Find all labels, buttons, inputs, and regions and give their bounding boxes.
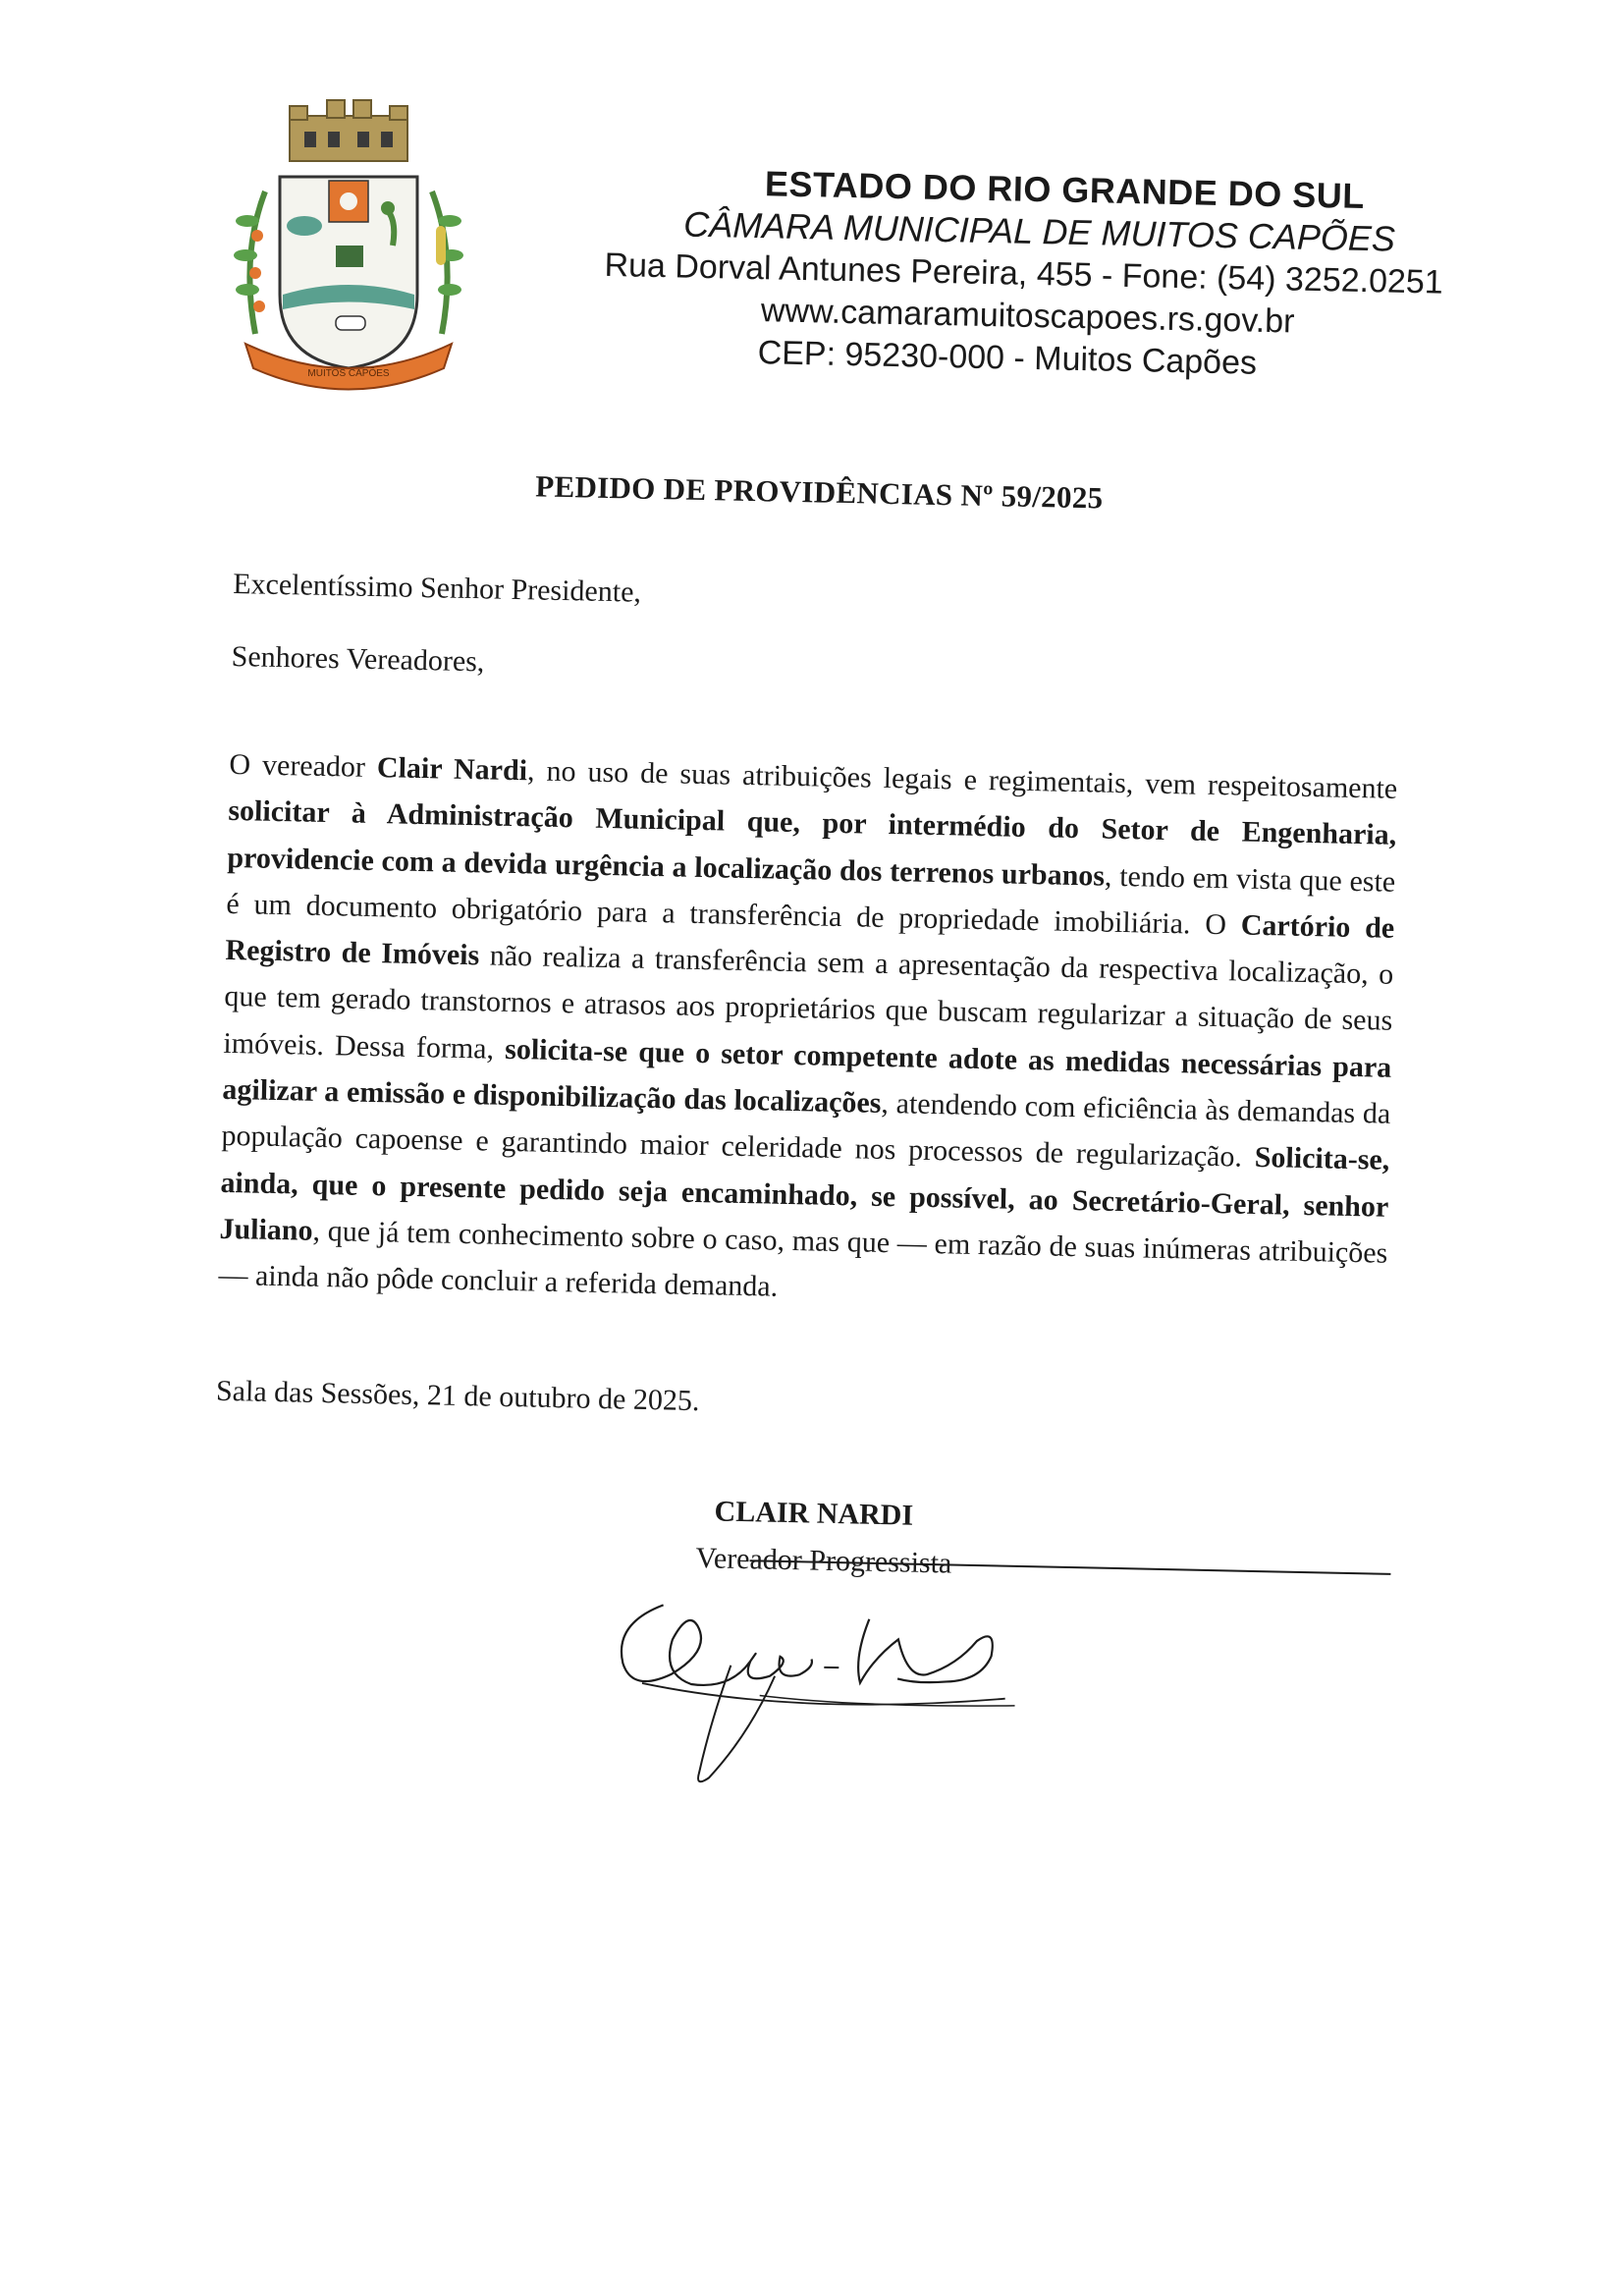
request-forward-bold: Solicita-se, ainda, que o presente pedido seja encaminhado, se possível, ao Secretário-Geral, senhor Juliano <box>219 1141 1390 1247</box>
salutation-councilors: Senhores Vereadores, <box>231 639 485 679</box>
registry-office-bold: Cartório de Registro de Imóveis <box>225 908 1395 972</box>
coat-of-arms-emblem <box>226 98 471 412</box>
councilor-name-bold: Clair Nardi <box>376 751 528 788</box>
letterhead-chamber: CÂMARA MUNICIPAL DE MUITOS CAPÕES <box>682 203 1396 259</box>
salutation-president: Excelentíssimo Senhor Presidente, <box>232 567 642 609</box>
letterhead-cep: CEP: 95230-000 - Muitos Capões <box>757 334 1258 382</box>
body-text-segment: , tendo em vista que este é um documento obrigatório para a transferência de propriedade imobiliária. O <box>226 859 1396 942</box>
request-measures-bold: solicita-se que o setor competente adote as medidas necessárias para agilizar a emissão e disponibilização das localizações <box>222 1032 1392 1120</box>
body-text-segment: não realiza a transferência sem a apresentação da respectiva localização, o que tem gerado transtornos e atrasos aos proprietários que buscam regularizar a situação de seus imóveis. Dessa forma, <box>223 939 1394 1066</box>
handwritten-signature <box>601 1564 1057 1800</box>
body-text-segment: , atendendo com eficiência às demandas da população capoense e garantindo maior celeridade nos processos de regularização. <box>221 1086 1391 1175</box>
body-text-segment: O vereador <box>229 747 378 785</box>
body-text-segment: , que já tem conhecimento sobre o caso, mas que — em razão de suas inúmeras atribuições — ainda não pôde concluir a referida demanda. <box>218 1214 1388 1304</box>
signer-role: Vereador Progressista <box>695 1535 1381 1597</box>
closing-date: Sala das Sessões, 21 de outubro de 2025. <box>215 1374 700 1417</box>
signature-block <box>674 1487 1382 1596</box>
letterhead-website: www.camaramuitoscapoes.rs.gov.br <box>760 292 1295 341</box>
document-body <box>212 457 1404 1596</box>
letterhead-address: Rua Dorval Antunes Pereira, 455 - Fone: (54) 3252.0251 <box>604 246 1444 301</box>
mural-crown-icon <box>290 100 407 161</box>
body-text-segment: , no uso de suas atribuições legais e regimentais, vem respeitosamente <box>526 754 1398 805</box>
document-title: PEDIDO DE PROVIDÊNCIAS Nº 59/2025 <box>534 468 1104 516</box>
signer-name: CLAIR NARDI <box>714 1495 914 1532</box>
shield-icon <box>280 177 417 368</box>
letterhead <box>515 157 1501 390</box>
request-paragraph <box>218 741 1398 1323</box>
request-main-bold: solicitar à Administração Municipal que, por intermédio do Setor de Engenharia, providencie com a devida urgência a localização dos terrenos urbanos <box>227 794 1397 893</box>
crest-ribbon-text: MUITOS CAPÕES <box>307 368 390 379</box>
letterhead-state: ESTADO DO RIO GRANDE DO SUL <box>764 163 1366 217</box>
